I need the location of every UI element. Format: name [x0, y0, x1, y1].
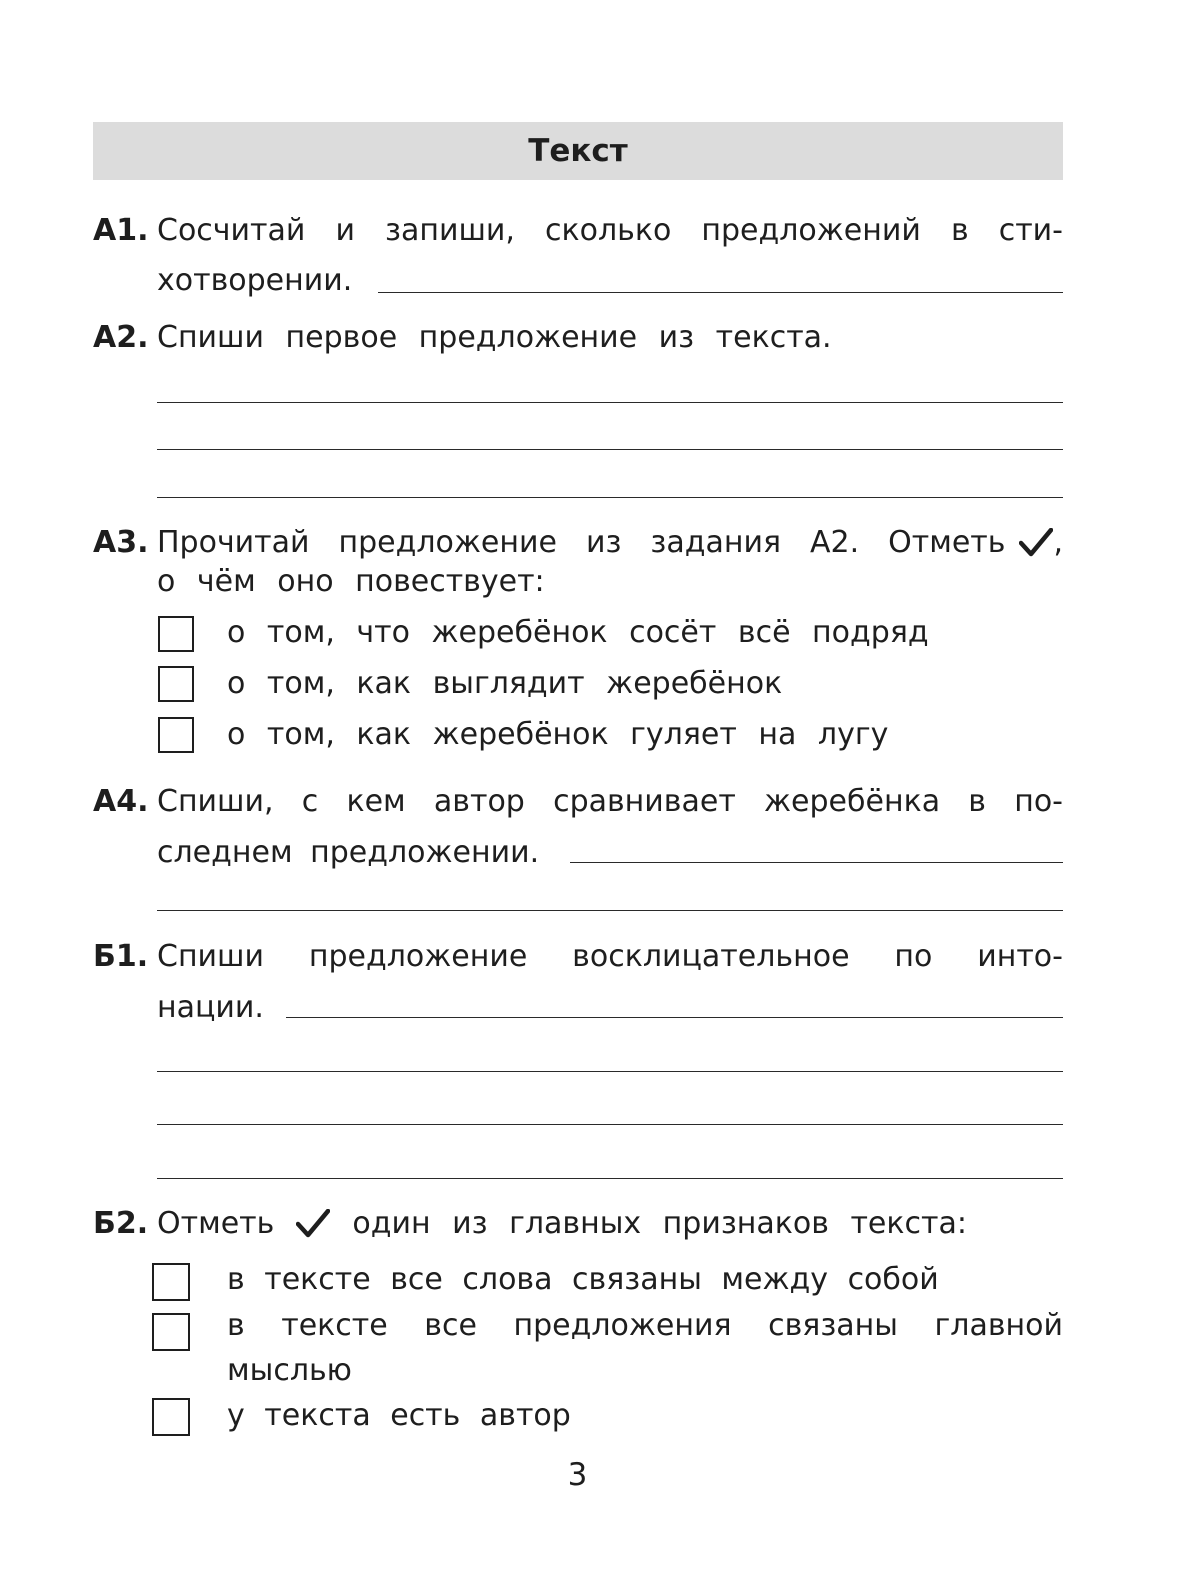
task-b1-answer-line[interactable]	[157, 1071, 1063, 1072]
task-a3-option-checkbox[interactable]	[158, 666, 194, 702]
task-a3-option-checkbox[interactable]	[158, 616, 194, 652]
task-b1-text-line2: нации.	[157, 990, 264, 1025]
page-number: 3	[567, 1457, 588, 1493]
task-a2-answer-line[interactable]	[157, 402, 1063, 403]
task-a3-option-label: о том, как выглядит жеребёнок	[227, 666, 783, 701]
task-a2-answer-line[interactable]	[157, 449, 1063, 450]
task-b2-text-after: один из главных признаков текста:	[352, 1206, 967, 1241]
task-a3-text-line2: о чём оно повествует:	[157, 564, 545, 599]
task-a4-answer-line[interactable]	[157, 910, 1063, 911]
task-a1-text-line1: Сосчитай и запиши, сколько предложений в сти-	[157, 213, 1063, 248]
task-a4-number: А4.	[93, 784, 149, 819]
task-a3-line1	[157, 525, 1063, 561]
checkmark-icon	[296, 1209, 330, 1239]
task-a3-option-label: о том, что жеребёнок сосёт всё подряд	[227, 615, 929, 650]
task-a1-number: А1.	[93, 213, 149, 248]
task-b2-option-checkbox[interactable]	[152, 1398, 190, 1436]
task-b1-number: Б1.	[93, 939, 149, 974]
task-b2-text-before: Отметь	[157, 1206, 275, 1241]
task-a1-answer-line[interactable]	[378, 292, 1063, 293]
task-a3-text-line1: Прочитай предложение из задания А2. Отметь	[157, 525, 1006, 560]
checkmark-icon	[1019, 528, 1053, 558]
task-b2-prompt	[157, 1206, 967, 1242]
section-title: Текст	[528, 133, 628, 169]
task-b2-option-label: в тексте все слова связаны между собой	[227, 1262, 939, 1297]
task-a1-text-line2: хотворении.	[157, 263, 353, 298]
task-b2-option-checkbox[interactable]	[152, 1313, 190, 1351]
task-b1-answer-line[interactable]	[157, 1124, 1063, 1125]
task-a2-answer-line[interactable]	[157, 497, 1063, 498]
task-a4-text-line1: Спиши, с кем автор сравнивает жеребёнка в по-	[157, 784, 1063, 819]
task-a2-text: Спиши первое предложение из текста.	[157, 320, 832, 355]
task-b2-option-checkbox[interactable]	[152, 1263, 190, 1301]
task-a4-text-line2: следнем предложении.	[157, 835, 540, 870]
task-b1-text-line1: Спиши предложение восклицательное по инто-	[157, 939, 1063, 974]
task-b1-answer-line[interactable]	[286, 1017, 1063, 1018]
task-a3-option-label: о том, как жеребёнок гуляет на лугу	[227, 717, 889, 752]
task-b2-option-label: у текста есть автор	[227, 1398, 571, 1433]
task-a4-answer-line[interactable]	[570, 862, 1063, 863]
task-b1-answer-line[interactable]	[157, 1178, 1063, 1179]
task-b2-number: Б2.	[93, 1206, 149, 1241]
section-header	[93, 122, 1063, 180]
task-b2-option-label: в тексте все предложения связаны главной	[227, 1308, 1063, 1343]
task-a3-number: А3.	[93, 525, 149, 560]
task-a3-option-checkbox[interactable]	[158, 717, 194, 753]
task-b2-option-label-continued: мыслью	[227, 1353, 352, 1388]
task-a3-comma: ,	[1053, 525, 1063, 560]
task-a2-number: А2.	[93, 320, 149, 355]
